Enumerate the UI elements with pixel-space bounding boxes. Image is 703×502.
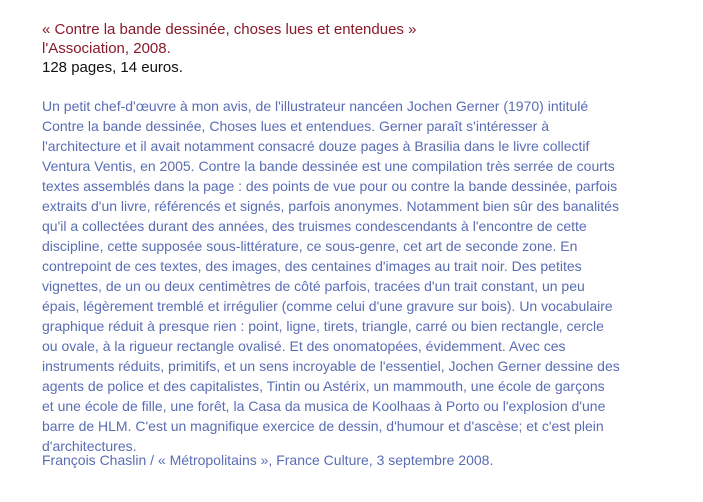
review-line: l'architecture et il avait notamment consacré douze pages à Brasilia dans le livre collectif bbox=[42, 138, 590, 154]
review-line: extraits d'un livre, référencés et signés, parfois anonymes. Notamment bien sûr des banalités bbox=[42, 198, 619, 214]
book-publisher: l'Association, 2008. bbox=[42, 40, 171, 57]
review-line: instruments réduits, primitifs, et un sens incroyable de l'essentiel, Jochen Gerner dessine des bbox=[42, 358, 620, 374]
review-line: textes assemblés dans la page : des points de vue pour ou contre la bande dessinée, parfois bbox=[42, 178, 618, 194]
review-signature: François Chaslin / « Métropolitains », France Culture, 3 septembre 2008. bbox=[42, 452, 494, 468]
review-line: barre de HLM. C'est un magnifique exercice de dessin, d'humour et d'ascèse; et c'est plein bbox=[42, 418, 604, 434]
book-header bbox=[42, 20, 416, 77]
review-line: graphique réduit à presque rien : point, ligne, tirets, triangle, carré ou bien rectangle, cercle bbox=[42, 318, 604, 334]
review-line: contrepoint de ces textes, des images, des centaines d'images au trait noir. Des petites bbox=[42, 258, 582, 274]
book-title: « Contre la bande dessinée, choses lues et entendues » bbox=[42, 21, 417, 38]
review-line: d'architectures. bbox=[42, 438, 137, 454]
review-text bbox=[42, 96, 672, 456]
review-line: ou ovale, à la rigueur rectangle ovalisé. Et des onomatopées, évidemment. Avec ces bbox=[42, 338, 566, 354]
review-line: qu'il a collectées durant des années, des truismes condescendants à l'encontre de cette bbox=[42, 218, 587, 234]
review-line: Un petit chef-d'œuvre à mon avis, de l'illustrateur nancéen Jochen Gerner (1970) intitulé bbox=[42, 98, 589, 114]
review-line: Contre la bande dessinée, Choses lues et entendues. Gerner paraît s'intéresser à bbox=[42, 118, 549, 134]
review-line: agents de police et des capitalistes, Tintin ou Astérix, un mammouth, une école de garçons bbox=[42, 378, 605, 394]
review-line: discipline, cette supposée sous-littérature, ce sous-genre, cet art de seconde zone. En bbox=[42, 238, 578, 254]
book-details: 128 pages, 14 euros. bbox=[42, 59, 183, 76]
review-line: et une école de fille, une forêt, la Casa da musica de Koolhaas à Porto ou l'explosion d'une bbox=[42, 398, 606, 414]
review-line: vignettes, de un ou deux centimètres de côté parfois, tracées d'un trait constant, un peu bbox=[42, 278, 585, 294]
review-line: Ventura Ventis, en 2005. Contre la bande dessinée est une compilation très serrée de courts bbox=[42, 158, 615, 174]
review-line: épais, légèrement tremblé et irrégulier (comme celui d'une gravure sur bois). Un vocabulaire bbox=[42, 298, 613, 314]
